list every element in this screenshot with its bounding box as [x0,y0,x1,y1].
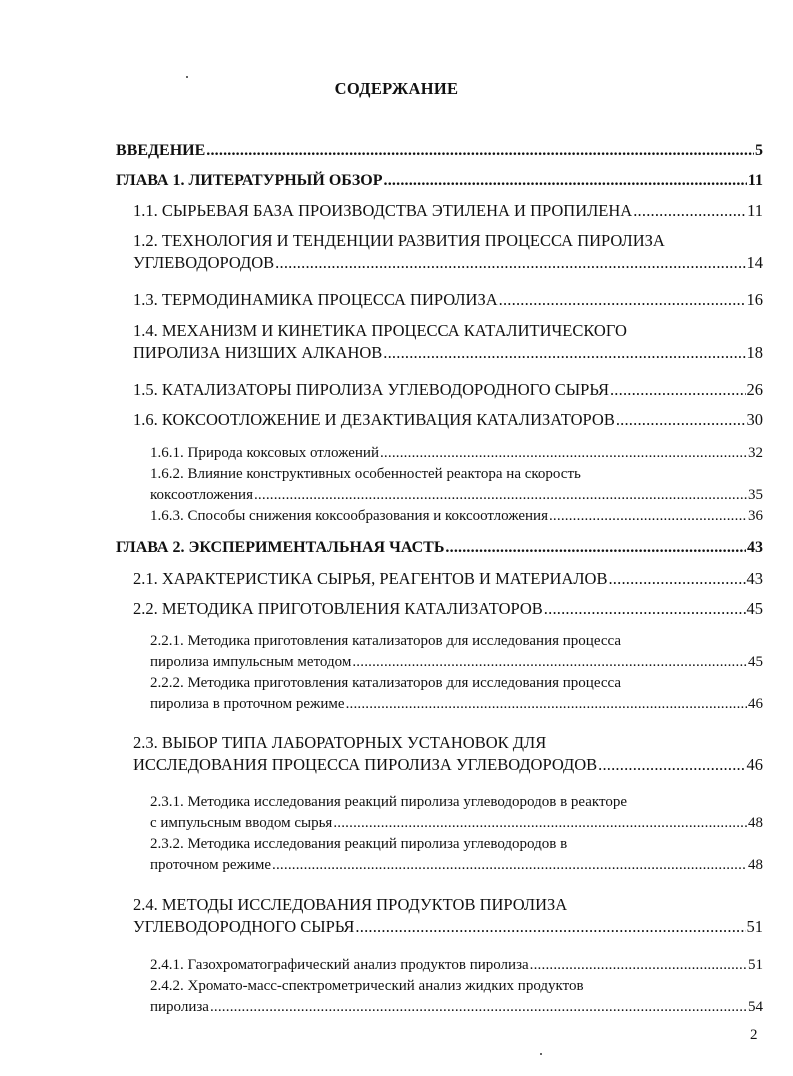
dot-leader [544,599,746,619]
toc-entry-2-4-2-line1[interactable]: 2.4.2. Хромато-масс-спектрометрический анализ жидких продуктов [150,978,584,994]
toc-page-number: 35 [748,487,763,503]
dot-leader [608,569,745,589]
scan-speck [186,76,188,78]
toc-entry-label: 1.6.3. Способы снижения коксообразования и коксоотложения [150,508,548,524]
toc-entry-label: пиролиза импульсным методом [150,654,352,670]
toc-entry-label: УГЛЕВОДОРОДНОГО СЫРЬЯ [133,917,355,936]
toc-entry-label: 1.6. КОКСООТЛОЖЕНИЕ И ДЕЗАКТИВАЦИЯ КАТАЛИЗАТОРОВ [133,410,615,429]
toc-entry-label: коксоотложения [150,487,253,503]
page-title: СОДЕРЖАНИЕ [334,79,459,98]
toc-entry-2-2-2[interactable] [150,696,763,713]
dot-leader [549,508,747,525]
toc-entry-2-2-2-line1[interactable]: 2.2.2. Методика приготовления катализаторов для исследования процесса [150,675,622,691]
dot-leader [254,487,747,504]
toc-page-number: 14 [746,253,763,272]
scan-speck [540,1053,542,1055]
toc-entry-label: 2.1. ХАРАКТЕРИСТИКА СЫРЬЯ, РЕАГЕНТОВ И МАТЕРИАЛОВ [133,569,608,588]
toc-page-number: 46 [748,696,763,712]
toc-entry-1-2[interactable] [133,253,763,273]
toc-entry-label: пиролиза в проточном режиме [150,696,345,712]
toc-page-number: 48 [748,815,763,831]
toc-entry-chapter-2[interactable] [116,539,763,557]
toc-entry-2-3-2[interactable] [150,857,763,874]
toc-page-number: 45 [748,654,763,670]
toc-page-number: 43 [747,539,763,556]
toc-entry-label: 2.4.1. Газохроматографический анализ продуктов пиролиза [150,957,529,973]
toc-entry-1-6-1[interactable] [150,445,763,462]
toc-page-number: 18 [746,343,763,362]
dot-leader [210,999,747,1016]
toc-page-number: 54 [748,999,763,1015]
toc-entry-label: ГЛАВА 1. ЛИТЕРАТУРНЫЙ ОБЗОР [116,172,383,189]
dot-leader [499,290,746,310]
toc-entry-label: 1.3. ТЕРМОДИНАМИКА ПРОЦЕССА ПИРОЛИЗА [133,290,498,309]
toc-entry-label: 1.6.1. Природа коксовых отложений [150,445,379,461]
dot-leader [530,957,747,974]
toc-entry-1-2-line1[interactable]: 1.2. ТЕХНОЛОГИЯ И ТЕНДЕНЦИИ РАЗВИТИЯ ПРОЦЕССА ПИРОЛИЗА [133,231,665,250]
toc-entry-label: УГЛЕВОДОРОДОВ [133,253,275,272]
toc-entry-2-3-1[interactable] [150,815,763,832]
toc-entry-label: 1.5. КАТАЛИЗАТОРЫ ПИРОЛИЗА УГЛЕВОДОРОДНОГО СЫРЬЯ [133,380,609,399]
toc-entry-1-6-2[interactable] [150,487,763,504]
dot-leader [445,539,746,557]
toc-entry-label: пиролиза [150,999,209,1015]
toc-page-number: 32 [748,445,763,461]
toc-page-number: 11 [747,172,763,189]
toc-entry-label: ГЛАВА 2. ЭКСПЕРИМЕНТАЛЬНАЯ ЧАСТЬ [116,539,445,556]
toc-entry-1-3[interactable] [133,290,763,310]
dot-leader [384,172,747,190]
toc-entry-chapter-1[interactable] [116,172,763,190]
toc-page-number: 45 [746,599,763,618]
dot-leader [616,410,746,430]
toc-page-number: 43 [746,569,763,588]
toc-page-number: 51 [746,917,763,936]
toc-entry-2-3-2-line1[interactable]: 2.3.2. Методика исследования реакций пиролиза углеводородов в [150,836,568,852]
dot-leader [275,253,745,273]
dot-leader [355,917,745,937]
toc-entry-1-4-line1[interactable]: 1.4. МЕХАНИЗМ И КИНЕТИКА ПРОЦЕССА КАТАЛИТИЧЕСКОГО [133,321,627,340]
toc-page-number: 48 [748,857,763,873]
toc-entry-1-4[interactable] [133,343,763,363]
toc-page-number: 11 [747,201,763,220]
toc-entry-1-1[interactable] [133,201,763,221]
dot-leader [633,201,746,221]
toc-entry-label: 1.1. СЫРЬЕВАЯ БАЗА ПРОИЗВОДСТВА ЭТИЛЕНА И ПРОПИЛЕНА [133,201,633,220]
dot-leader [272,857,747,874]
toc-entry-2-4-2[interactable] [150,999,763,1016]
toc-entry-1-6-2-line1[interactable]: 1.6.2. Влияние конструктивных особенностей реактора на скорость [150,466,581,482]
dot-leader [206,142,754,160]
toc-page-number: 51 [748,957,763,973]
toc-entry-2-4-1[interactable] [150,957,763,974]
toc-page-number: 26 [746,380,763,399]
dot-leader [598,755,745,775]
toc-entry-2-2-1[interactable] [150,654,763,671]
toc-entry-2-2-1-line1[interactable]: 2.2.1. Методика приготовления катализаторов для исследования процесса [150,633,622,649]
dot-leader [383,343,745,363]
dot-leader [610,380,746,400]
dot-leader [352,654,747,671]
toc-page-number: 36 [748,508,763,524]
toc-entry-2-1[interactable] [133,569,763,589]
toc-page-number: 16 [746,290,763,309]
toc-entry-introduction[interactable] [116,142,763,160]
toc-entry-label: ВВЕДЕНИЕ [116,142,206,159]
toc-page-number: 30 [746,410,763,429]
toc-entry-1-6[interactable] [133,410,763,430]
toc-entry-1-6-3[interactable] [150,508,763,525]
toc-entry-label: ИССЛЕДОВАНИЯ ПРОЦЕССА ПИРОЛИЗА УГЛЕВОДОРОДОВ [133,755,598,774]
toc-entry-label: 2.2. МЕТОДИКА ПРИГОТОВЛЕНИЯ КАТАЛИЗАТОРОВ [133,599,543,618]
toc-entry-2-3[interactable] [133,755,763,775]
toc-entry-2-4-line1[interactable]: 2.4. МЕТОДЫ ИССЛЕДОВАНИЯ ПРОДУКТОВ ПИРОЛИЗА [133,895,568,914]
toc-entry-2-3-line1[interactable]: 2.3. ВЫБОР ТИПА ЛАБОРАТОРНЫХ УСТАНОВОК ДЛЯ [133,733,547,752]
toc-entry-label: с импульсным вводом сырья [150,815,333,831]
toc-page-number: 5 [755,142,763,159]
toc-entry-1-5[interactable] [133,380,763,400]
dot-leader [333,815,747,832]
toc-entry-2-2[interactable] [133,599,763,619]
toc-page-number: 46 [746,755,763,774]
toc-entry-label: проточном режиме [150,857,272,873]
toc-entry-2-3-1-line1[interactable]: 2.3.1. Методика исследования реакций пиролиза углеводородов в реакторе [150,794,628,810]
toc-entry-label: ПИРОЛИЗА НИЗШИХ АЛКАНОВ [133,343,383,362]
toc-entry-2-4[interactable] [133,917,763,937]
dot-leader [380,445,747,462]
page-number: 2 [750,1027,758,1043]
dot-leader [346,696,747,713]
